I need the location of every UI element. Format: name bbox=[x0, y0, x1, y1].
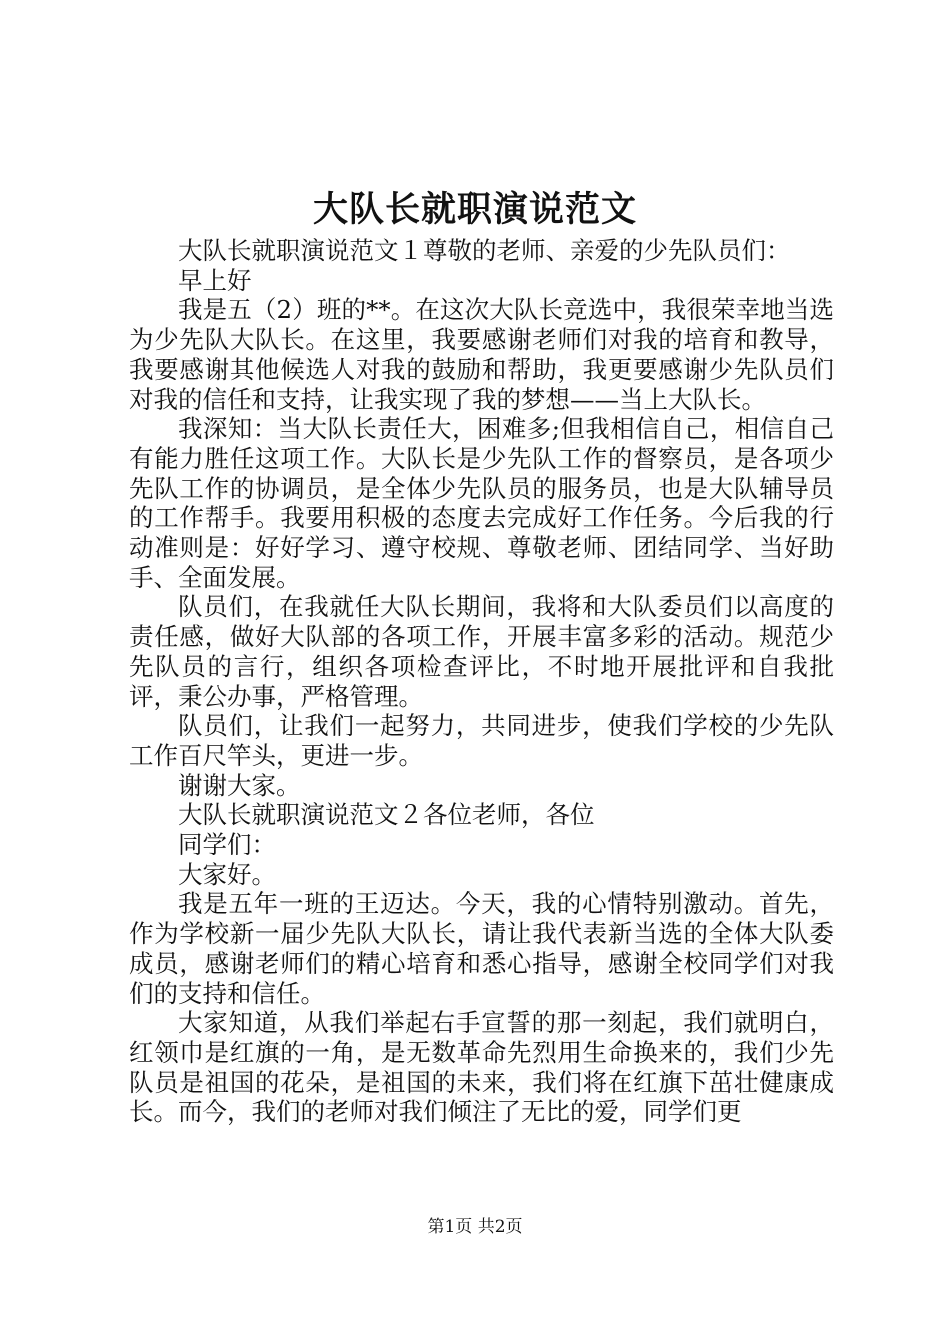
paragraph-6: 队员们，让我们一起努力，共同进步，使我们学校的少先队工作百尺竿头，更进一步。 bbox=[129, 711, 834, 770]
paragraph-11: 我是五年一班的王迈达。今天，我的心情特别激动。首先，作为学校新一届少先队大队长，请让我代表新当选的全体大队委成员，感谢老师们的精心培育和悉心指导，感谢全校同学们对我们的支持和信任。 bbox=[129, 889, 834, 1008]
paragraph-4: 我深知：当大队长责任大，困难多;但我相信自己，相信自己有能力胜任这项工作。大队长是少先队工作的督察员，是各项少先队工作的协调员，是全体少先队员的服务员，也是大队辅导员的工作帮手。我要用积极的态度去完成好工作任务。今后我的行动准则是：好好学习、遵守校规、尊敬老师、团结同学、当好助手、全面发展。 bbox=[129, 414, 834, 592]
document-title: 大队长就职演说范文 bbox=[312, 189, 637, 230]
paragraph-1: 大队长就职演说范文１尊敬的老师、亲爱的少先队员们： bbox=[178, 236, 791, 265]
paragraph-9: 同学们： bbox=[178, 830, 276, 860]
paragraph-3: 我是五（2）班的**。在这次大队长竞选中，我很荣幸地当选为少先队大队长。在这里，我要感谢老师们对我的培育和教导，我要感谢其他候选人对我的鼓励和帮助，我更要感谢少先队员们对我的信任和支持，让我实现了我的梦想——当上大队长。 bbox=[129, 295, 834, 414]
paragraph-10: 大家好。 bbox=[178, 859, 276, 889]
paragraph-8: 大队长就职演说范文２各位老师，各位 bbox=[178, 800, 595, 830]
paragraph-12: 大家知道，从我们举起右手宣誓的那一刻起，我们就明白，红领巾是红旗的一角，是无数革命先烈用生命换来的，我们少先队员是祖国的花朵，是祖国的未来，我们将在红旗下茁壮健康成长。而今，我们的老师对我们倾注了无比的爱，同学们更 bbox=[129, 1008, 834, 1127]
paragraph-2: 早上好 bbox=[178, 265, 252, 295]
page-footer: 第1页 共2页 bbox=[427, 1217, 523, 1237]
paragraph-5: 队员们，在我就任大队长期间，我将和大队委员们以高度的责任感，做好大队部的各项工作，开展丰富多彩的活动。规范少先队员的言行，组织各项检查评比，不时地开展批评和自我批评，秉公办事，严格管理。 bbox=[129, 592, 834, 711]
paragraph-7: 谢谢大家。 bbox=[178, 770, 301, 800]
document-body bbox=[129, 236, 834, 1127]
